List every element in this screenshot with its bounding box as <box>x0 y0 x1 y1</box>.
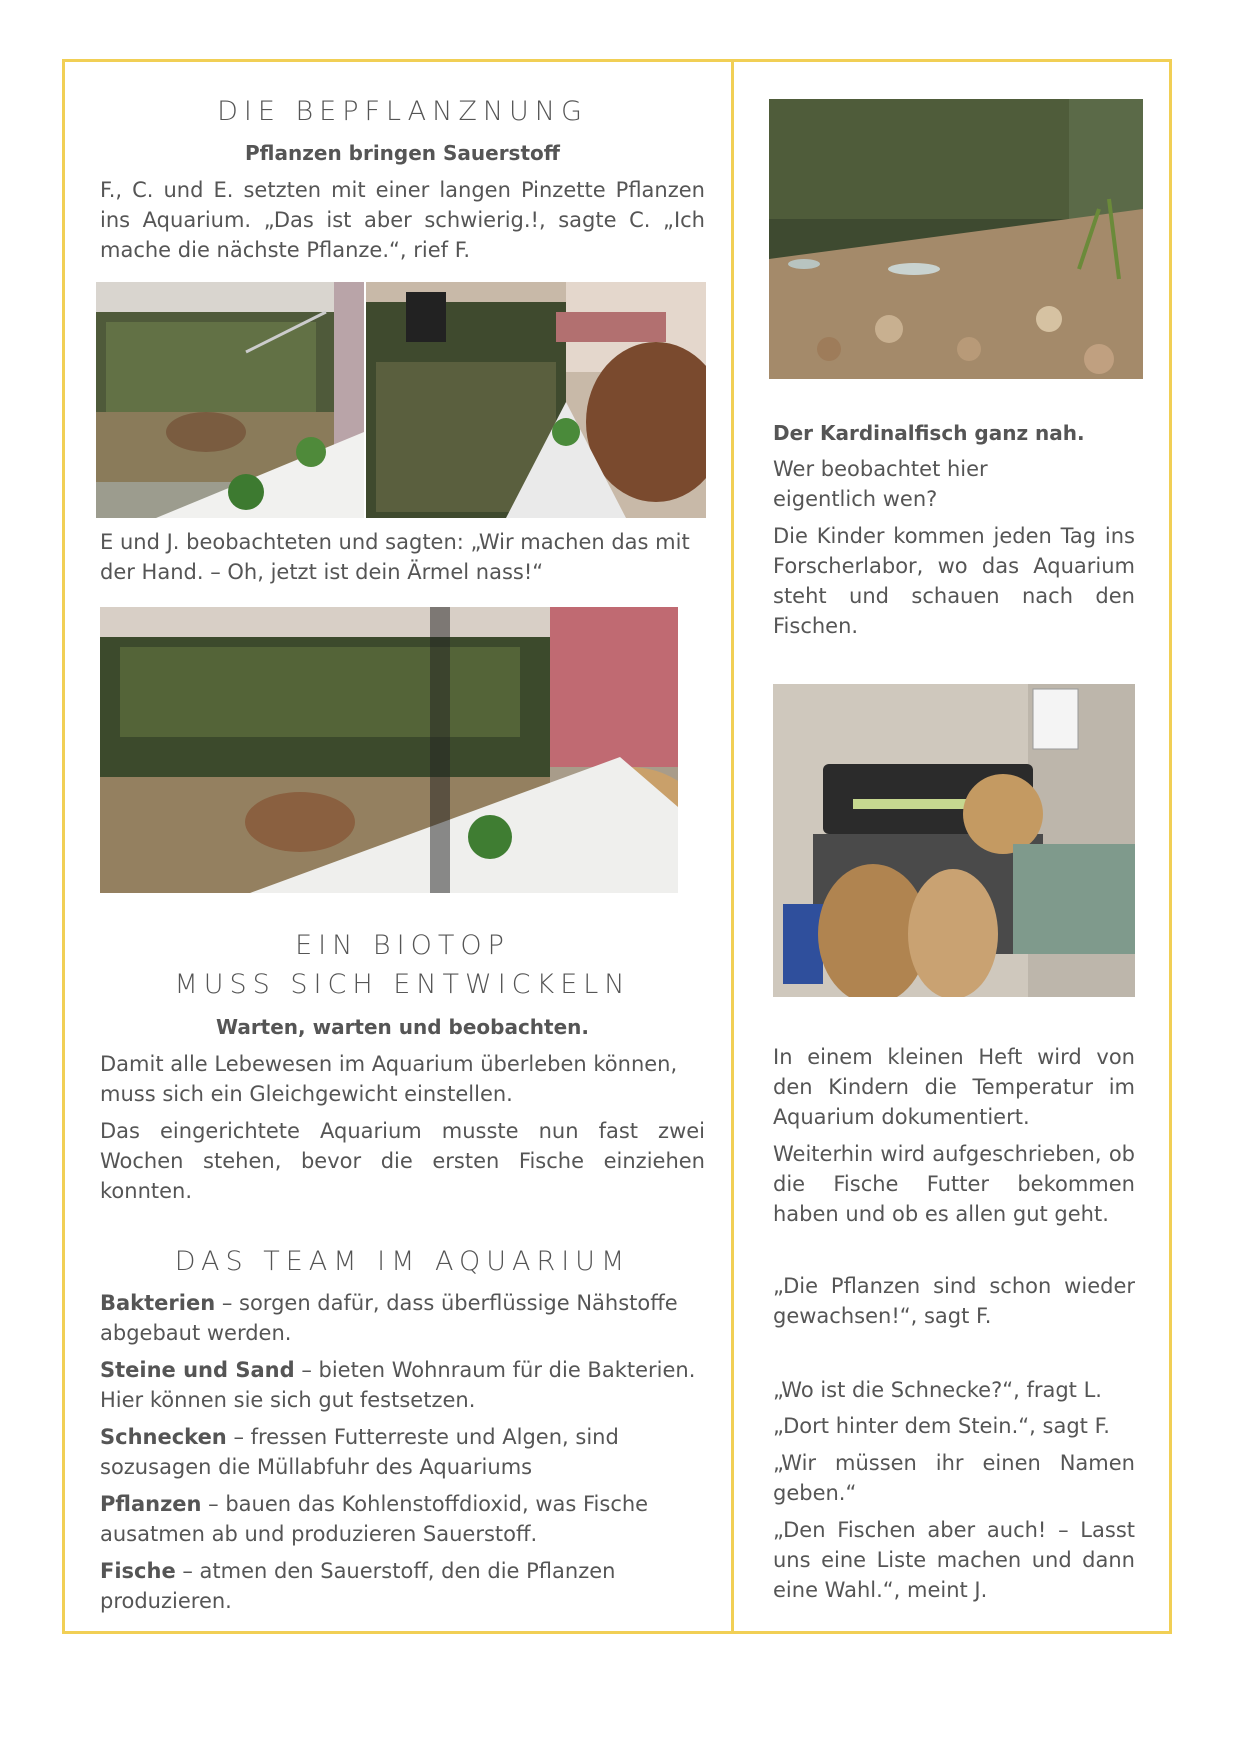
paragraph-heft: In einem kleinen Heft wird von den Kindern die Temperatur im Aquarium dokumentiert. <box>773 1045 1135 1129</box>
term-steine: Steine und Sand <box>100 1358 295 1382</box>
subheading-sauerstoff: Pflanzen bringen Sauerstoff <box>245 141 560 165</box>
team-item-fische <box>100 1556 705 1616</box>
team-list <box>100 1288 705 1623</box>
caption-kardinalfisch: Der Kardinalfisch ganz nah. <box>773 421 1085 445</box>
quote-liste: „Den Fischen aber auch! – Lasst uns eine Liste machen und dann eine Wahl.“, meint J. <box>773 1518 1135 1602</box>
column-divider <box>731 59 734 1634</box>
term-fische: Fische <box>100 1559 176 1583</box>
term-pflanzen: Pflanzen <box>100 1492 202 1516</box>
quote-stein: „Dort hinter dem Stein.“, sagt F. <box>773 1414 1110 1438</box>
heading-biotop-line2: MUSS SICH ENTWICKELN <box>174 969 631 1000</box>
team-item-bakterien <box>100 1288 705 1348</box>
paragraph-zwei-wochen: Das eingerichtete Aquarium musste nun fast zwei Wochen stehen, bevor die ersten Fische einziehen konnten. <box>100 1119 705 1203</box>
heading-bepflanzung: DIE BEPFLANZNUNG <box>217 96 588 127</box>
team-item-schnecken <box>100 1422 705 1482</box>
quote-schnecke: „Wo ist die Schnecke?“, fragt L. <box>773 1378 1102 1402</box>
caption-wer-beobachtet: Wer beobachtet hier eigentlich wen? <box>773 457 988 511</box>
text-pflanzen: – bauen das Kohlenstoffdioxid, was Fische ausatmen ab und produzieren Sauerstoff. <box>100 1492 649 1546</box>
heading-team: DAS TEAM IM AQUARIUM <box>174 1246 631 1277</box>
team-item-pflanzen <box>100 1489 705 1549</box>
team-item-steine <box>100 1355 705 1415</box>
photo-girl-planting <box>366 282 706 518</box>
paragraph-forscherlabor: Die Kinder kommen jeden Tag ins Forscherlabor, wo das Aquarium steht und schauen nach den Fischen. <box>773 524 1135 638</box>
text-steine: – bieten Wohnraum für die Bakterien. Hier können sie sich gut festsetzen. <box>100 1358 696 1412</box>
caption-hand: E und J. beobachteten und sagten: „Wir machen das mit der Hand. – Oh, jetzt ist dein Ärmel nass!“ <box>100 530 690 584</box>
term-schnecken: Schnecken <box>100 1425 227 1449</box>
photo-kids-looking <box>773 684 1135 997</box>
subheading-warten: Warten, warten und beobachten. <box>215 1015 590 1039</box>
quote-pflanzen: „Die Pflanzen sind schon wieder gewachsen!“, sagt F. <box>773 1274 1135 1328</box>
paragraph-pinzette: F., C. und E. setzten mit einer langen Pinzette Pflanzen ins Aquarium. „Das ist aber schwierig.!, sagte C. „Ich mache die nächste Pflanze.“, rief F. <box>100 178 705 262</box>
text-fische: – atmen den Sauerstoff, den die Pflanzen produzieren. <box>100 1559 616 1613</box>
paragraph-gleichgewicht: Damit alle Lebewesen im Aquarium überleben können, muss sich ein Gleichgewicht einstellen. <box>100 1052 678 1106</box>
photo-kids-at-tank <box>100 607 678 893</box>
quote-namen: „Wir müssen ihr einen Namen geben.“ <box>773 1451 1135 1505</box>
text-bakterien: – sorgen dafür, dass überflüssige Nähstoffe abgebaut werden. <box>100 1291 678 1345</box>
text-schnecken: – fressen Futterreste und Algen, sind sozusagen die Müllabfuhr des Aquariums <box>100 1425 619 1479</box>
photo-cardinal-fish <box>769 99 1143 379</box>
paragraph-futter: Weiterhin wird aufgeschrieben, ob die Fische Futter bekommen haben und ob es allen gut geht. <box>773 1142 1135 1226</box>
term-bakterien: Bakterien <box>100 1291 216 1315</box>
photo-tank-tweezers <box>96 282 364 518</box>
heading-biotop-line1: EIN BIOTOP <box>295 930 510 961</box>
